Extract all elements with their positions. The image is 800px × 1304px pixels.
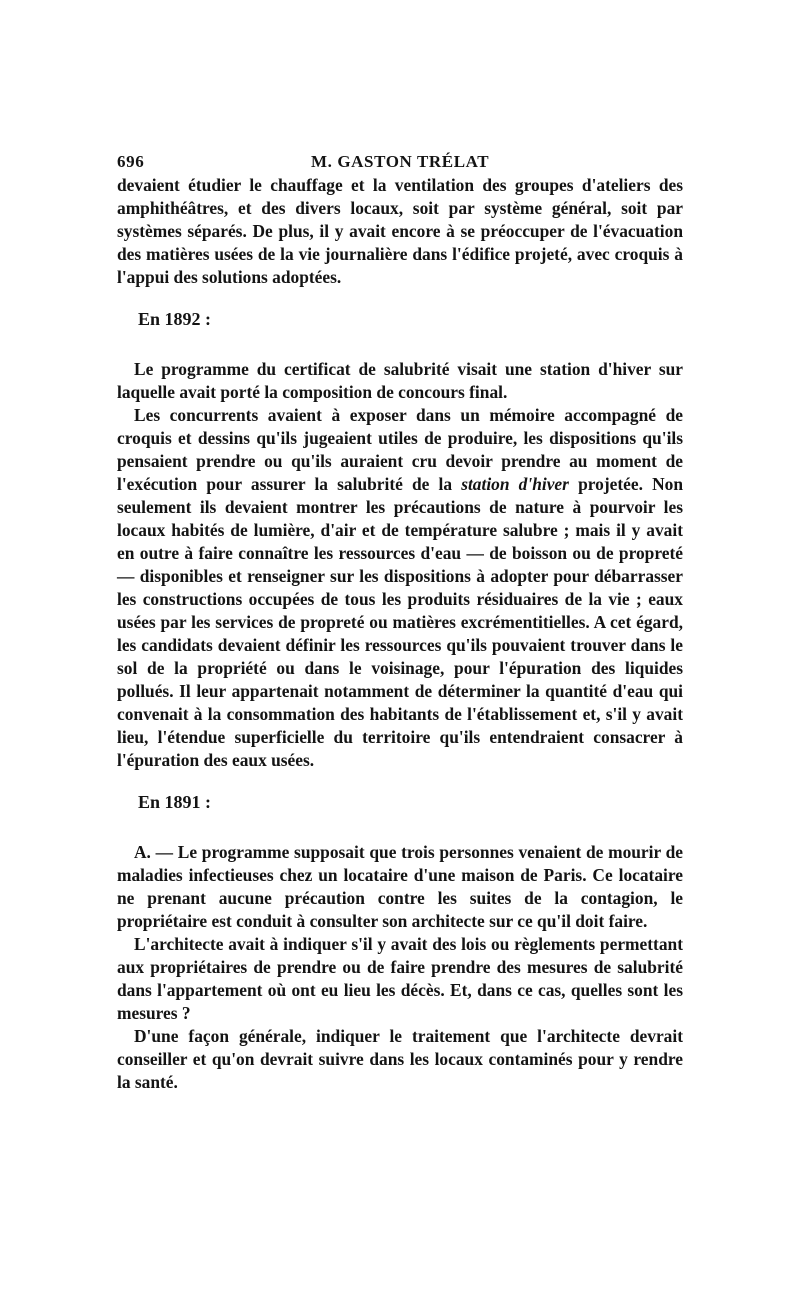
running-title: M. GASTON TRÉLAT bbox=[311, 152, 490, 171]
paragraph-text: Les concurrents avaient à exposer dans un mémoire accompagné de croquis et dessins qu'ils jugeaient utiles de produire, les dispositions qu'ils pensaient prendre ou qu'ils auraient cru devoir prendre au moment de l'exécution pour assurer la salubrité de la bbox=[117, 405, 683, 494]
italic-term: station d'hiver bbox=[461, 474, 569, 494]
paragraph-1891-traitement: D'une façon générale, indiquer le traitement que l'architecte devrait conseiller et qu'on devrait suivre dans les locaux contaminés pour y rendre la santé. bbox=[117, 1026, 683, 1092]
paragraph-1892-programme: Le programme du certificat de salubrité visait une station d'hiver sur laquelle avait porté la composition de concours final. bbox=[117, 359, 683, 402]
section-heading-1892: En 1892 : bbox=[138, 309, 212, 329]
paragraph-continuation: devaient étudier le chauffage et la ventilation des groupes d'ateliers des amphithéâtres, et des divers locaux, soit par système général, soit par systèmes séparés. De plus, il y avait encore à se préoccuper de l'évacuation des matières usées de la vie journalière dans l'édifice projeté, avec croquis à l'appui des solutions adoptées. bbox=[117, 175, 683, 287]
section-heading-1891: En 1891 : bbox=[138, 792, 212, 812]
paragraph-1891-a: A. — Le programme supposait que trois personnes venaient de mourir de maladies infectieuses chez un locataire d'une maison de Paris. Ce locataire ne prenant aucune précaution contre les suites de la contagion, le propriétaire est conduit à consulter son architecte sur ce qu'il doit faire. bbox=[117, 842, 683, 931]
spacer bbox=[117, 289, 683, 308]
page-number: 696 bbox=[117, 152, 145, 171]
book-page bbox=[117, 148, 683, 1094]
spacer bbox=[117, 772, 683, 791]
running-header bbox=[117, 148, 683, 174]
paragraph-1892-concurrents bbox=[117, 404, 683, 772]
paragraph-text: projetée. Non seulement ils devaient montrer les précautions de nature à pourvoir les locaux habités de lumière, d'air et de température salubre ; mais il y avait en outre à faire connaître les ressources d'eau — de boisson ou de propreté — disponibles et renseigner sur les dispositions à adopter pour débarrasser les constructions occupées de tous les produits résiduaires de la vie ; eaux usées par les services de propreté ou matières excrémentitielles. A cet égard, les candidats devaient définir les ressources qu'ils pouvaient trouver dans le sol de la propriété ou dans le voisinage, pour l'épuration des liquides pollués. Il leur appartenait notamment de déterminer la quantité d'eau qui convenait à la consommation des habitants de l'établissement et, s'il y avait lieu, l'étendue superficielle du territoire qu'ils entendraient consacrer à l'épuration des eaux usées. bbox=[117, 474, 683, 770]
spacer bbox=[117, 331, 683, 358]
spacer bbox=[117, 814, 683, 841]
paragraph-1891-architecte: L'architecte avait à indiquer s'il y avait des lois ou règlements permettant aux propriétaires de prendre ou de faire prendre des mesures de salubrité dans l'appartement où ont eu lieu les décès. Et, dans ce cas, quelles sont les mesures ? bbox=[117, 934, 683, 1023]
